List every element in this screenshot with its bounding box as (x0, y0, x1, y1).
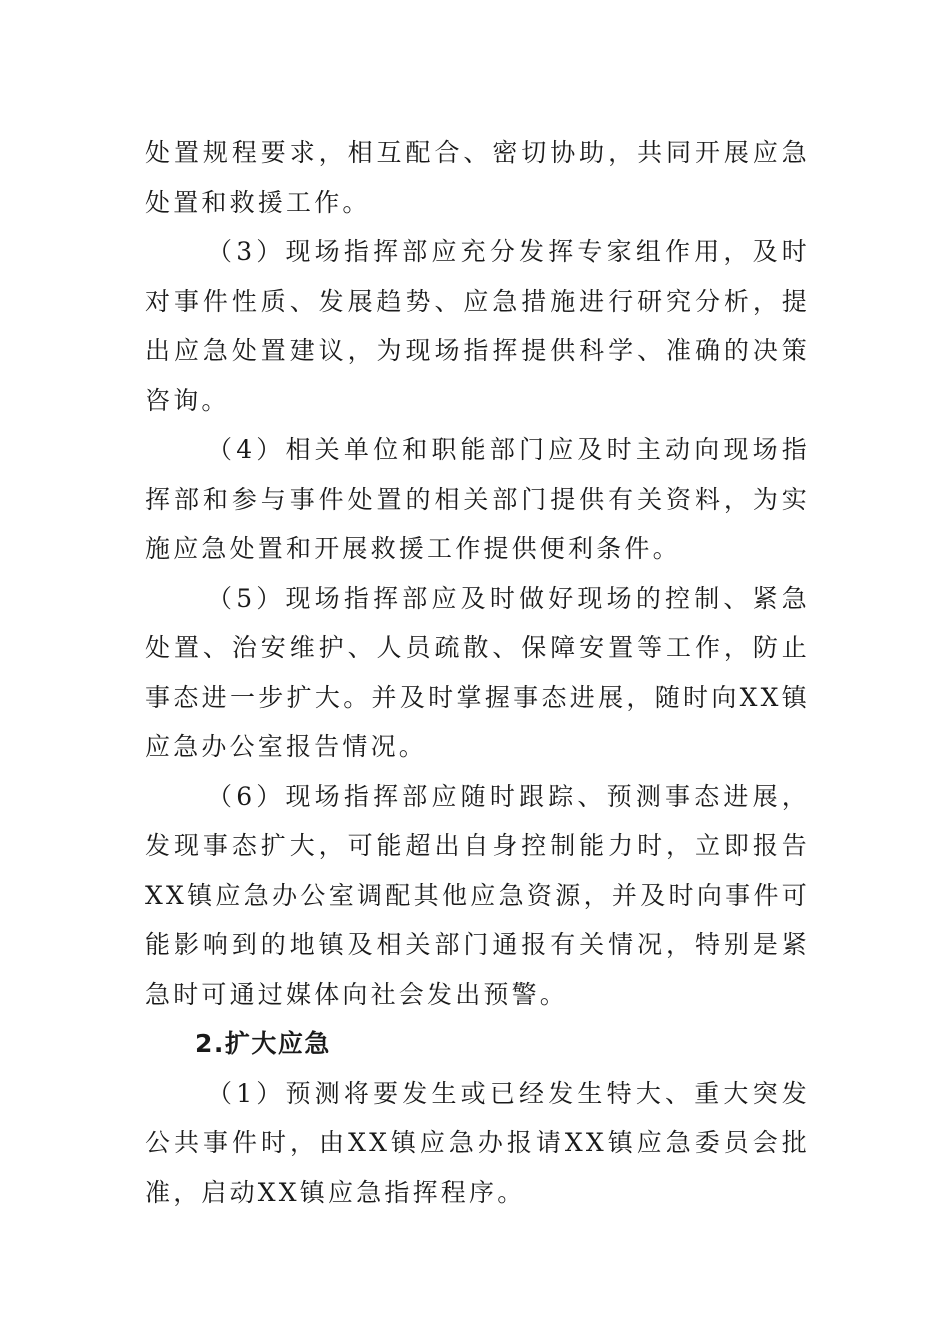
paragraph-item-5: （5）现场指挥部应及时做好现场的控制、紧急处置、治安维护、人员疏散、保障安置等工作，防止事态进一步扩大。并及时掌握事态进展，随时向XX镇应急办公室报告情况。 (145, 583, 810, 761)
document-page (145, 128, 810, 1217)
paragraph-continued: 处置规程要求，相互配合、密切协助，共同开展应急处置和救援工作。 (145, 138, 810, 217)
paragraph-item-3: （3）现场指挥部应充分发挥专家组作用，及时对事件性质、发展趋势、应急措施进行研究分析，提出应急处置建议，为现场指挥提供科学、准确的决策咨询。 (145, 237, 810, 415)
section-heading: 2.扩大应急 (195, 1029, 331, 1058)
paragraph-expanded-item-1: （1）预测将要发生或已经发生特大、重大突发公共事件时，由XX镇应急办报请XX镇应急委员会批准，启动XX镇应急指挥程序。 (145, 1078, 810, 1207)
paragraph-item-6: （6）现场指挥部应随时跟踪、预测事态进展，发现事态扩大，可能超出自身控制能力时，立即报告XX镇应急办公室调配其他应急资源，并及时向事件可能影响到的地镇及相关部门通报有关情况，特别是紧急时可通过媒体向社会发出预警。 (145, 781, 810, 1009)
paragraph-item-4: （4）相关单位和职能部门应及时主动向现场指挥部和参与事件处置的相关部门提供有关资料，为实施应急处置和开展救援工作提供便利条件。 (145, 435, 810, 563)
